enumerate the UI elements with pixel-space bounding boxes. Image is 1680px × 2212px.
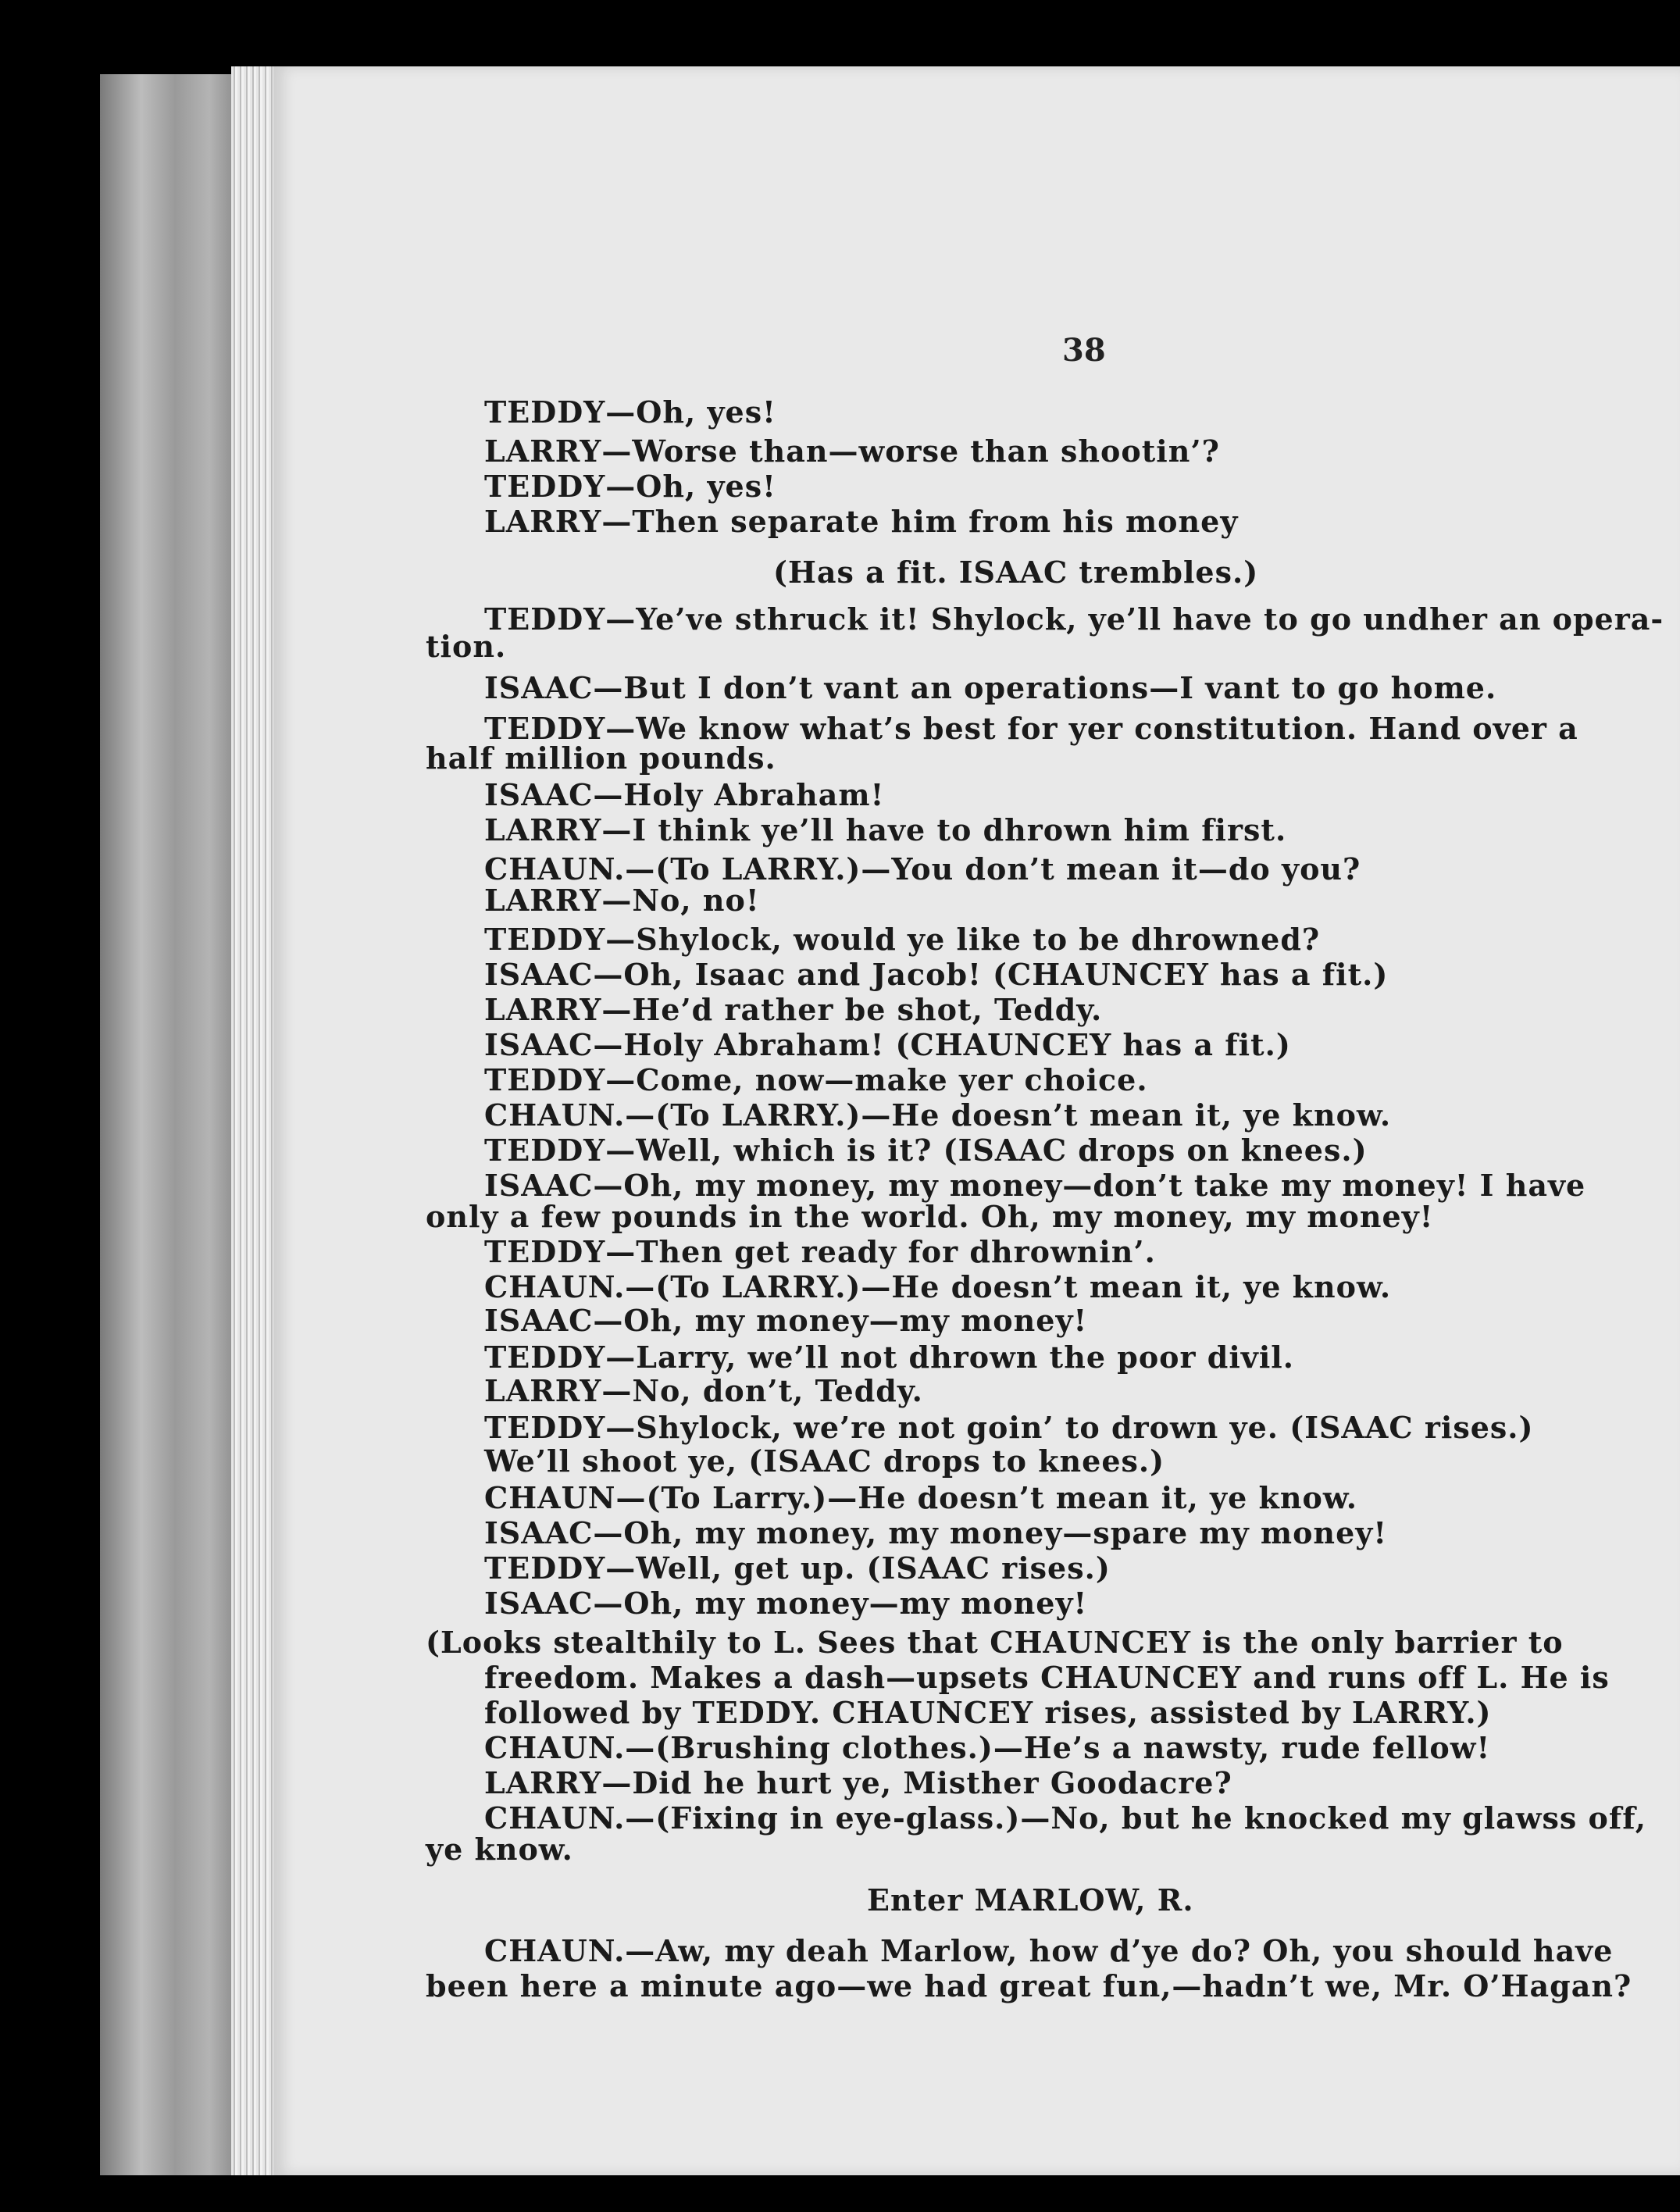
script-line: ISAAC—But I don’t vant an operations—I vant to go home. [484, 670, 1497, 705]
script-line: TEDDY—Come, now—make yer choice. [484, 1062, 1148, 1097]
script-text [273, 66, 1680, 2175]
script-line: LARRY—He’d rather be shot, Teddy. [484, 992, 1103, 1027]
script-line: CHAUN.—(To LARRY.)—He doesn’t mean it, ye know. [484, 1097, 1392, 1133]
script-line: ISAAC—Holy Abraham! [484, 777, 885, 812]
page-edges [231, 66, 278, 2175]
script-line: TEDDY—Well, which is it? (ISAAC drops on knees.) [484, 1133, 1368, 1168]
script-line: TEDDY—Ye’ve sthruck it! Shylock, ye’ll have to go undher an opera- [484, 601, 1664, 637]
script-line: CHAUN.—(Fixing in eye-glass.)—No, but he knocked my glawss off, [484, 1800, 1646, 1836]
page-number: 38 [1062, 332, 1106, 369]
script-line: ISAAC—Holy Abraham! (CHAUNCEY has a fit.) [484, 1027, 1291, 1062]
script-line: tion. [426, 629, 507, 664]
script-line: Enter MARLOW, R. [867, 1882, 1194, 1918]
script-line: half million pounds. [426, 740, 776, 776]
script-line: LARRY—I think ye’ll have to dhrown him first. [484, 812, 1287, 847]
script-line: ISAAC—Oh, my money, my money—spare my money! [484, 1515, 1388, 1550]
page-sheet [273, 66, 1680, 2175]
script-line: LARRY—No, no! [484, 883, 760, 918]
script-line: TEDDY—Oh, yes! [484, 394, 776, 430]
script-line: CHAUN—(To Larry.)—He doesn’t mean it, ye know. [484, 1480, 1357, 1515]
script-line: We’ll shoot ye, (ISAAC drops to knees.) [484, 1443, 1165, 1479]
script-line: freedom. Makes a dash—upsets CHAUNCEY and runs off L. He is [484, 1660, 1610, 1695]
script-line: LARRY—No, don’t, Teddy. [484, 1373, 923, 1408]
script-line: (Looks stealthily to L. Sees that CHAUNCEY is the only barrier to [426, 1625, 1564, 1660]
script-line: LARRY—Did he hurt ye, Misther Goodacre? [484, 1765, 1232, 1800]
script-line: CHAUN.—(To LARRY.)—He doesn’t mean it, ye know. [484, 1269, 1392, 1304]
script-line: TEDDY—We know what’s best for yer constitution. Hand over a [484, 711, 1578, 746]
script-line: (Has a fit. ISAAC trembles.) [773, 555, 1259, 590]
book-spine [100, 74, 237, 2175]
script-line: TEDDY—Shylock, would ye like to be dhrowned? [484, 922, 1321, 957]
script-line: TEDDY—Shylock, we’re not goin’ to drown ye. (ISAAC rises.) [484, 1410, 1534, 1445]
script-line: ISAAC—Oh, my money, my money—don’t take my money! I have [484, 1168, 1586, 1203]
script-line: CHAUN.—(To LARRY.)—You don’t mean it—do you? [484, 851, 1361, 887]
script-line: CHAUN.—Aw, my deah Marlow, how d’ye do? Oh, you should have [484, 1933, 1614, 1968]
script-line: ye know. [426, 1832, 573, 1867]
script-line: TEDDY—Larry, we’ll not dhrown the poor divil. [484, 1340, 1294, 1375]
script-line: LARRY—Then separate him from his money [484, 504, 1239, 539]
script-line: followed by TEDDY. CHAUNCEY rises, assisted by LARRY.) [484, 1695, 1492, 1730]
script-line: LARRY—Worse than—worse than shootin’? [484, 433, 1220, 469]
script-line: ISAAC—Oh, my money—my money! [484, 1303, 1088, 1338]
script-line: only a few pounds in the world. Oh, my money, my money! [426, 1199, 1434, 1234]
script-line: ISAAC—Oh, Isaac and Jacob! (CHAUNCEY has a fit.) [484, 957, 1389, 992]
script-line: TEDDY—Oh, yes! [484, 469, 776, 504]
script-line: CHAUN.—(Brushing clothes.)—He’s a nawsty, rude fellow! [484, 1730, 1491, 1765]
script-line: ISAAC—Oh, my money—my money! [484, 1586, 1088, 1621]
script-line: TEDDY—Then get ready for dhrownin’. [484, 1234, 1156, 1269]
script-line: TEDDY—Well, get up. (ISAAC rises.) [484, 1550, 1111, 1586]
script-line: been here a minute ago—we had great fun,—hadn’t we, Mr. O’Hagan? [426, 1968, 1632, 2003]
